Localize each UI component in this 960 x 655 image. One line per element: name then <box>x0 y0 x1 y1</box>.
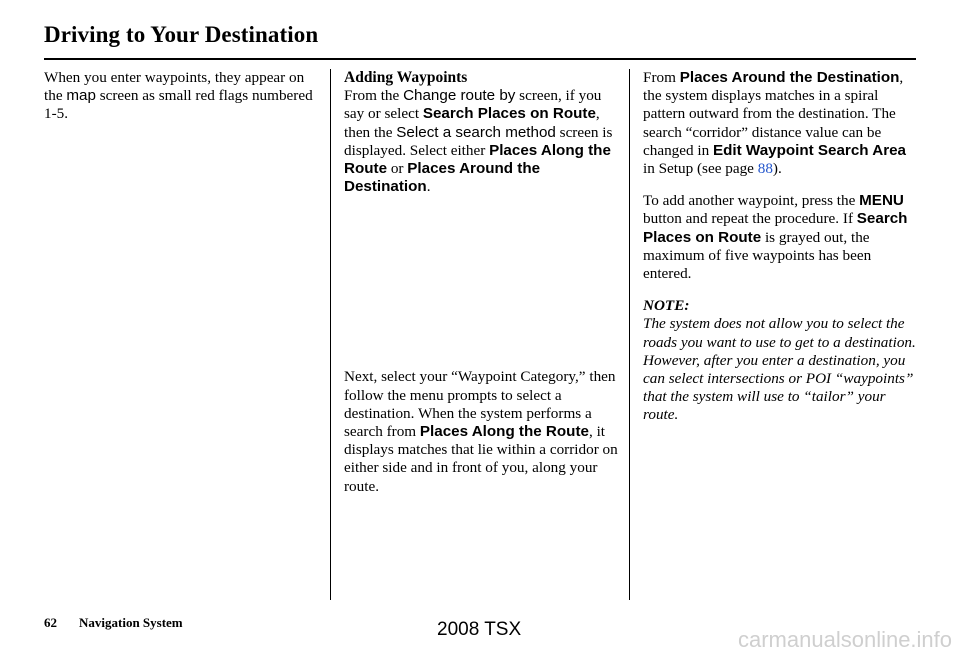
watermark: carmanualsonline.info <box>738 627 953 652</box>
ui-term-map: map <box>66 87 96 105</box>
text-run: screen, if you say or select <box>344 87 602 123</box>
note-label: NOTE: <box>643 297 690 315</box>
paragraph-places-around <box>643 69 919 178</box>
ui-term-places-around-the-destination: Places Around the Destination <box>679 69 900 86</box>
text-run: , it displays matches that lie within a corridor on either side and in front of you, along your route. <box>344 423 618 495</box>
ui-term-select-a-search-method: Select a search method <box>396 123 556 141</box>
ui-term-places-along-the-route: Places Along the Route <box>344 141 611 178</box>
text-run: From the <box>344 87 404 105</box>
page-number: 62 <box>44 615 57 630</box>
column-left <box>44 69 316 124</box>
column-divider-right <box>629 69 630 600</box>
column-right <box>643 69 919 425</box>
text-run: button and repeat the procedure. If <box>643 210 857 228</box>
ui-term-places-around-the-destination: Places Around the Destination <box>344 160 541 196</box>
text-run: screen as small red flags numbered 1-5. <box>44 87 313 123</box>
ui-term-places-along-the-route: Places Along the Route <box>419 423 589 441</box>
column-middle <box>344 69 620 496</box>
text-run: screen is displayed. Select either <box>344 123 613 159</box>
footer-model: 2008 TSX <box>437 619 522 640</box>
text-run: or <box>387 160 408 178</box>
title-rule <box>44 58 916 60</box>
text-run: , the system displays matches in a spiral pattern outward from the destination. The search “corridor” distance value can be changed in <box>643 69 904 159</box>
text-run: , then the <box>344 105 600 141</box>
text-run: is grayed out, the maximum of five waypoints has been entered. <box>643 228 872 283</box>
ui-term-search-places-on-route: Search Places on Route <box>643 210 908 246</box>
text-run: From <box>643 69 680 86</box>
note-text: The system does not allow you to select the roads you want to use to get to a destination. However, after you enter a destination, you can select intersections or POI “waypoints” that the system will use to “tailor” your route. <box>643 315 916 424</box>
page-link-88[interactable]: 88 <box>757 160 773 178</box>
figure-space <box>344 196 620 368</box>
text-run: When you enter waypoints, they appear on the <box>44 69 305 105</box>
text-run: in Setup (see page <box>643 160 758 178</box>
paragraph-add-another-waypoint <box>643 192 919 283</box>
text-run: ). <box>772 160 782 178</box>
ui-term-edit-waypoint-search-area: Edit Waypoint Search Area <box>713 141 906 159</box>
ui-term-change-route-by: Change route by <box>403 87 516 105</box>
footer-system-name: Navigation System <box>79 615 183 630</box>
column-divider-left <box>330 69 331 600</box>
page-title: Driving to Your Destination <box>44 22 319 47</box>
text-run: To add another waypoint, press the <box>643 192 860 210</box>
paragraph-waypoint-category <box>344 368 620 495</box>
ui-term-search-places-on-route: Search Places on Route <box>422 105 596 123</box>
paragraph-waypoints-appear <box>44 69 316 124</box>
section-heading-adding-waypoints: Adding Waypoints <box>344 69 468 86</box>
text-run: . <box>426 178 431 196</box>
paragraph-change-route <box>344 87 620 196</box>
ui-term-menu: MENU <box>859 192 904 210</box>
text-run: Next, select your “Waypoint Category,” then follow the menu prompts to select a destination. When the system performs a search from <box>344 368 616 441</box>
